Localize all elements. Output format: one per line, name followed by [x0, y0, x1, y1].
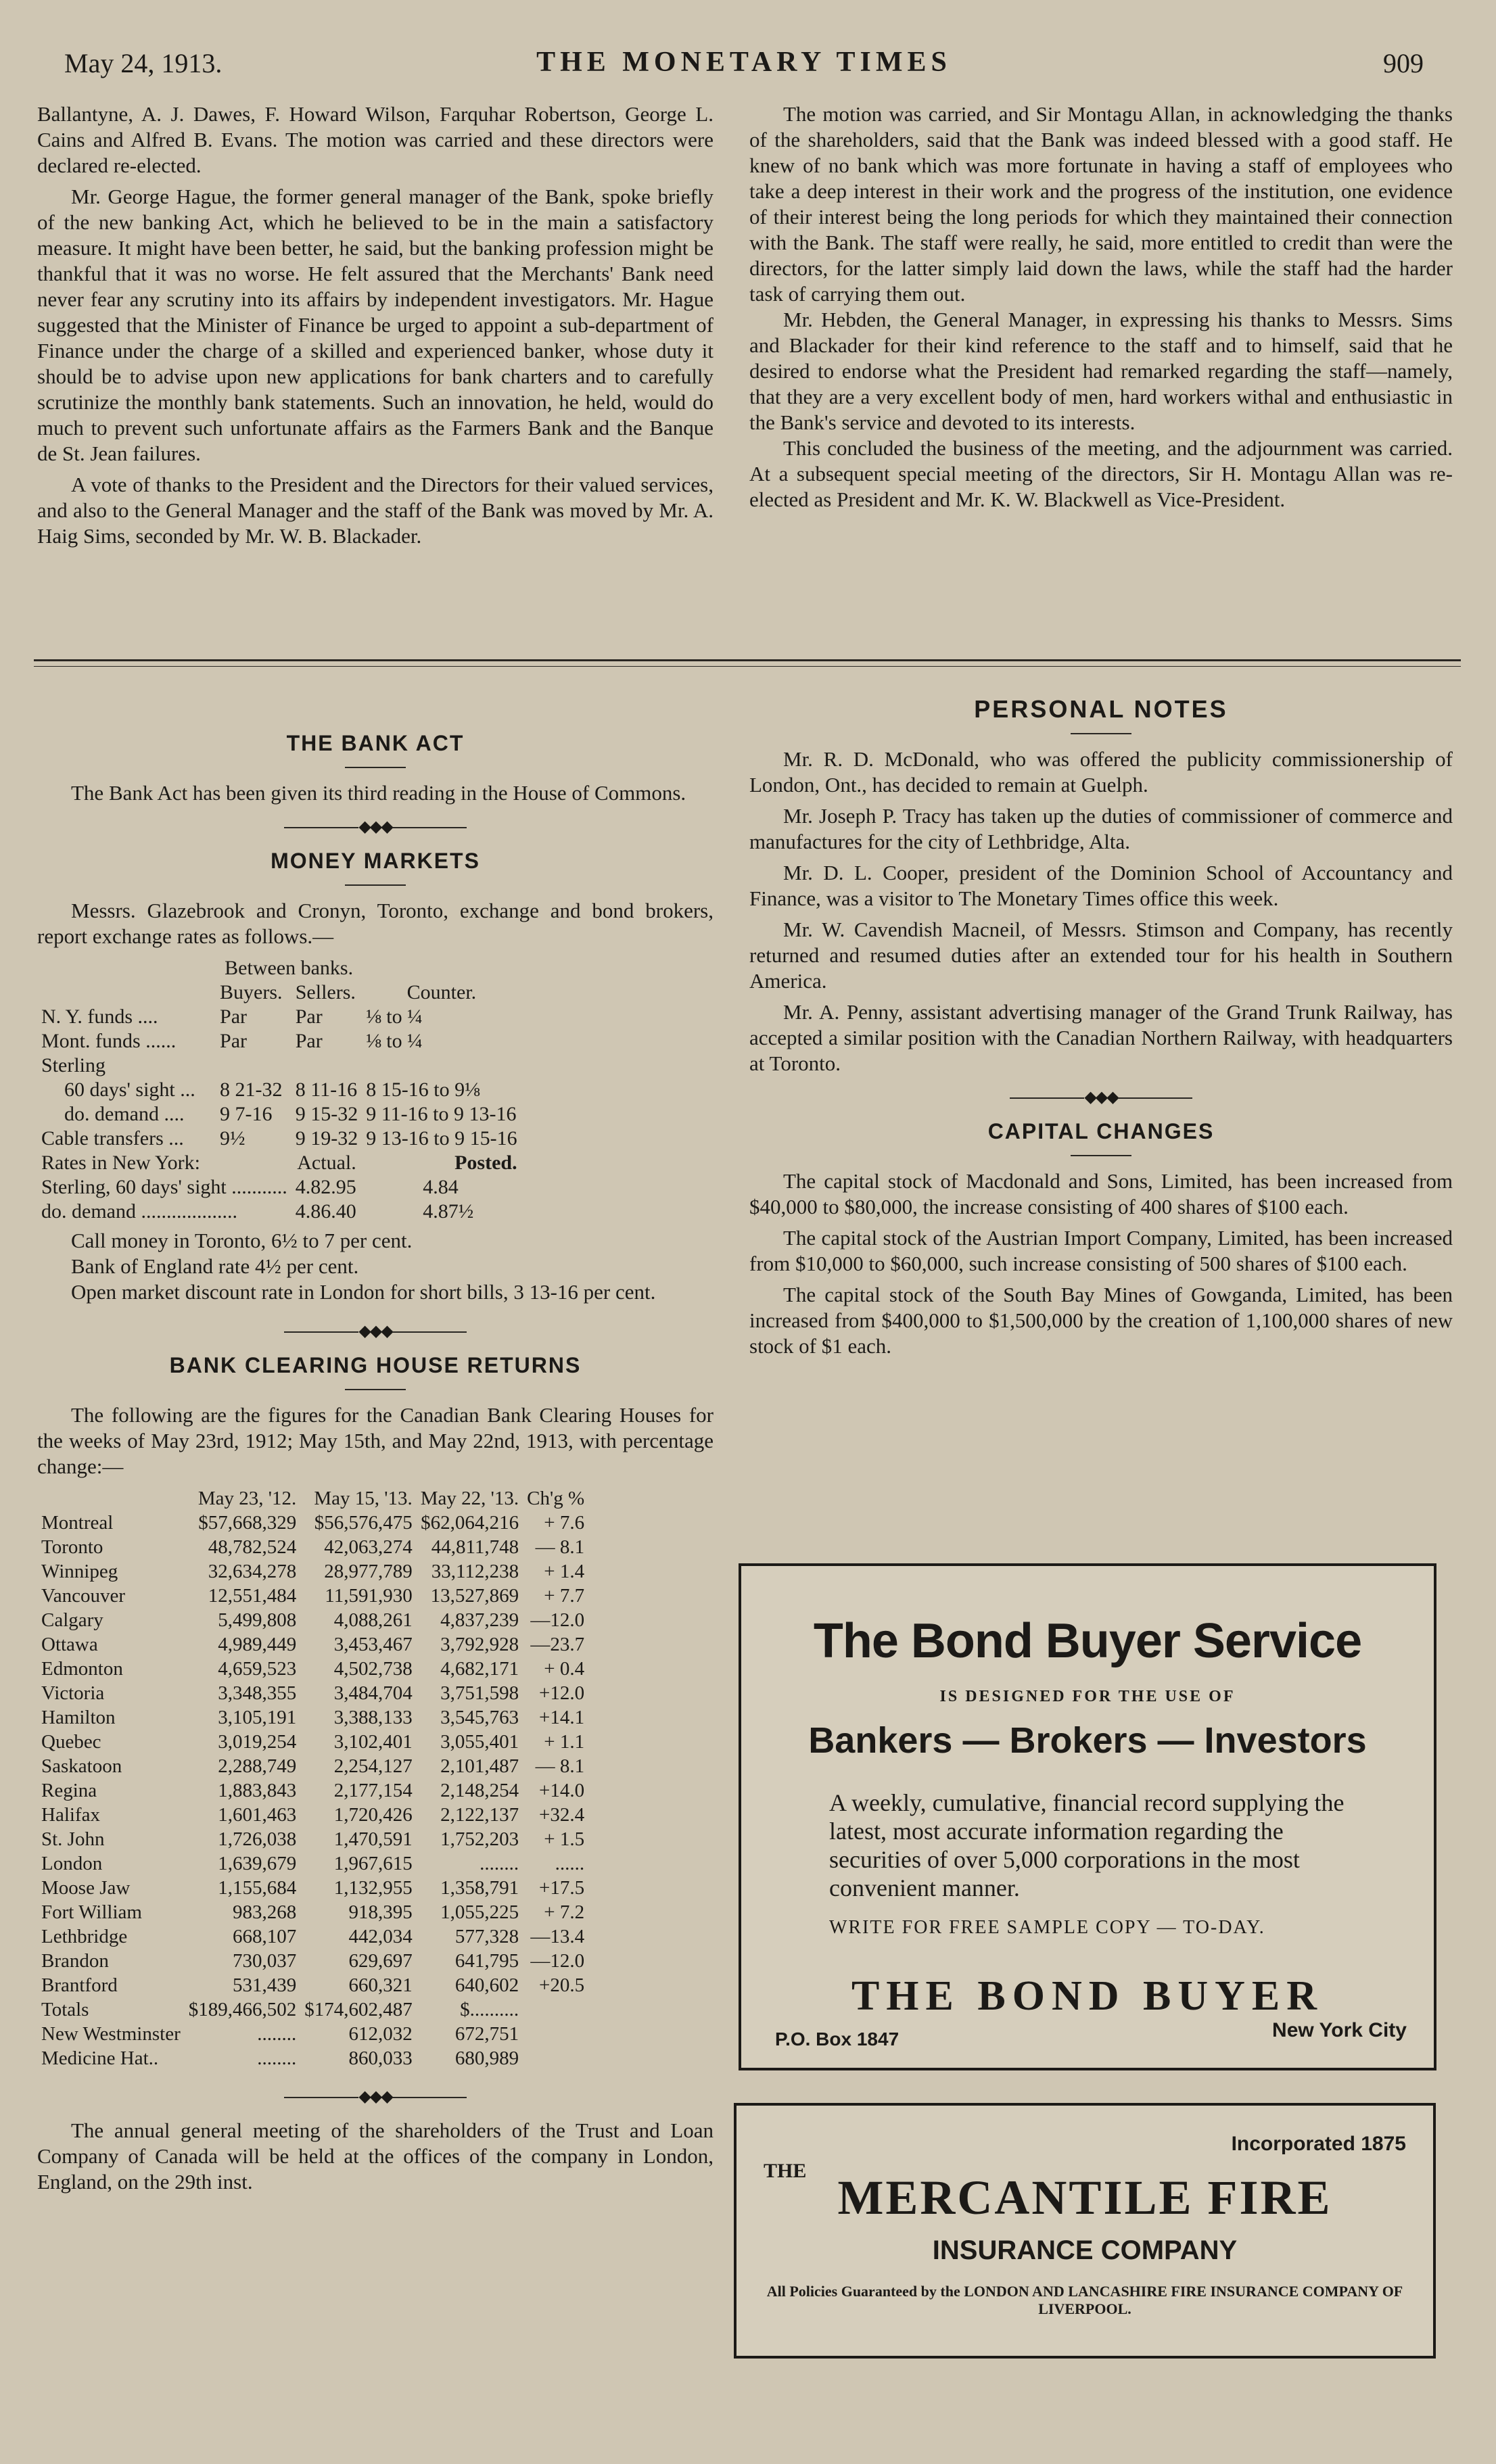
table-row: Ottawa 4,989,449 3,453,467 3,792,928 —23.7 — [41, 1634, 585, 1655]
paragraph: Mr. Hebden, the General Manager, in expressing his thanks to Messrs. Sims and Blackader for their kind reference to the staff and to himself, said that he desired to endorse what the President had remarked regarding the staff—namely, that they are a very excellent body of men, hard workers withal and enthusiastic in the Bank's service and devoted to its interests. — [749, 308, 1453, 434]
page-header — [64, 47, 1424, 88]
ad-audience: Bankers — Brokers — Investors — [808, 1720, 1367, 1761]
ad-body: A weekly, cumulative, financial record supplying the latest, most accurate information regarding the securities of over 5,000 corporations in the most convenient manner. — [829, 1789, 1345, 1901]
table-row: Medicine Hat.. ........ 860,033 680,989 — [41, 2047, 519, 2069]
personal-note: Mr. W. Cavendish Macneil, of Messrs. Stimson and Company, has recently returned and resumed duties after an extended tour for his health in Southern America. — [749, 918, 1453, 993]
column-group-header: Between banks. — [225, 957, 354, 979]
paragraph: The annual general meeting of the shareholders of the Trust and Loan Company of Canada will be held at the offices of the company in London, England, on the 29th inst. — [37, 2118, 714, 2194]
table-row: Vancouver 12,551,484 11,591,930 13,527,869 + 7.7 — [41, 1585, 585, 1607]
table-row: Moose Jaw 1,155,684 1,132,955 1,358,791 +17.5 — [41, 1877, 585, 1899]
column-header: Actual. — [297, 1152, 356, 1174]
ad-company-name: MERCANTILE FIRE — [837, 2171, 1332, 2225]
personal-note: Mr. Joseph P. Tracy has taken up the duties of commissioner of commerce and manufactures for the city of Lethbridge, Alta. — [749, 804, 1453, 853]
table-row: London 1,639,679 1,967,615 ........ ...... — [41, 1853, 585, 1874]
heading-rule — [345, 884, 406, 886]
column-header: Buyers. — [220, 981, 283, 1003]
ad-company-name: THE BOND BUYER — [851, 1973, 1324, 2019]
meeting-report-left — [37, 101, 714, 549]
table-row: Hamilton 3,105,191 3,388,133 3,545,763 +14.1 — [41, 1707, 585, 1728]
table-row: Lethbridge 668,107 442,034 577,328 —13.4 — [41, 1926, 585, 1947]
table-row: Victoria 3,348,355 3,484,704 3,751,598 +12.0 — [41, 1682, 585, 1704]
row-label: Rates in New York: — [41, 1152, 201, 1174]
table-row: Mont. funds ...... Par Par ⅛ to ¼ — [41, 1030, 423, 1052]
ornament-divider: ◆◆◆ — [37, 1319, 714, 1344]
clearing-returns-table — [37, 1486, 588, 2070]
ornament-divider: ◆◆◆ — [37, 2084, 714, 2110]
paragraph: A vote of thanks to the President and the Directors for their valued services, and also to the General Manager and the staff of the Bank was moved by Mr. A. Haig Sims, seconded by Mr. W. B. Blackader. — [37, 473, 714, 548]
issue-date: May 24, 1913. — [64, 48, 223, 78]
meeting-report-right — [749, 101, 1453, 513]
ad-incorporated: Incorporated 1875 — [1231, 2133, 1406, 2155]
table-row: Toronto 48,782,524 42,063,274 44,811,748 — 8.1 — [41, 1536, 585, 1558]
table-row: Edmonton 4,659,523 4,502,738 4,682,171 + 0.4 — [41, 1658, 585, 1680]
section-heading: BANK CLEARING HOUSE RETURNS — [169, 1353, 582, 1377]
paragraph: The motion was carried, and Sir Montagu Allan, in acknowledging the thanks of the shareholders, said that the Bank was indeed blessed with a good staff. He knew of no bank which was more fortunate in having a staff of employees who take a deep interest in their work and the progress of the institution, one evidence of their interest being the long periods for which they maintained their connection with the Bank. The staff were really, he said, more entitled to credit than were the directors, for the latter simply laid down the laws, while the staff had the harder task of carrying them out. — [749, 102, 1453, 306]
table-row: Halifax 1,601,463 1,720,426 2,122,137 +32.4 — [41, 1804, 585, 1826]
exchange-rates-table — [37, 956, 521, 1224]
section-heading: MONEY MARKETS — [271, 849, 480, 873]
table-row: Brandon 730,037 629,697 641,795 —12.0 — [41, 1950, 585, 1972]
table-row: Fort William 983,268 918,395 1,055,225 + 7.2 — [41, 1901, 585, 1923]
capital-change-item: The capital stock of Macdonald and Sons, Limited, has been increased from $40,000 to $80,000, the increase consisting of 400 shares of $100 each. — [749, 1169, 1453, 1218]
capital-change-item: The capital stock of the Austrian Import Company, Limited, has been increased from $10,000 to $60,000, such increase consisting of 500 shares of $100 each. — [749, 1226, 1453, 1275]
section-heading: CAPITAL CHANGES — [987, 1119, 1215, 1143]
paragraph: This concluded the business of the meeting, and the adjournment was carried. At a subsequent special meeting of the directors, Sir H. Montagu Allan was re-elected as President and Mr. K. W. Blackwell as Vice-President. — [749, 436, 1453, 511]
paragraph: Call money in Toronto, 6½ to 7 per cent. — [71, 1229, 413, 1252]
column-header: Ch'g % — [527, 1488, 585, 1509]
column-header: Posted. — [454, 1152, 517, 1174]
table-row: Sterling, 60 days' sight ........... 4.82.95 4.84 — [41, 1176, 459, 1198]
section-divider — [34, 666, 1461, 667]
personal-note: Mr. R. D. McDonald, who was offered the publicity commissionership of London, Ont., has decided to remain at Guelph. — [749, 747, 1453, 797]
mercantile-fire-advertisement — [734, 2103, 1436, 2359]
table-row: Calgary 5,499,808 4,088,261 4,837,239 —12.0 — [41, 1609, 585, 1631]
table-row: 60 days' sight ... 8 21-32 8 11-16 8 15-16 to 9⅛ — [64, 1079, 480, 1101]
masthead-title: THE MONETARY TIMES — [536, 47, 952, 78]
column-header: May 15, '13. — [314, 1488, 413, 1509]
table-row: Regina 1,883,843 2,177,154 2,148,254 +14.0 — [41, 1780, 585, 1801]
table-row: Montreal $57,668,329 $56,576,475 $62,064,216 + 7.6 — [41, 1512, 585, 1534]
table-row: Cable transfers ... 9½ 9 19-32 9 13-16 to 9 15-16 — [41, 1127, 517, 1150]
paragraph: Open market discount rate in London for short bills, 3 13-16 per cent. — [71, 1280, 656, 1304]
column-header: May 23, '12. — [197, 1488, 297, 1509]
table-row: St. John 1,726,038 1,470,591 1,752,203 + 1.5 — [41, 1828, 585, 1850]
table-row: Quebec 3,019,254 3,102,401 3,055,401 + 1.1 — [41, 1731, 585, 1753]
ad-po-box: P.O. Box 1847 — [775, 2029, 899, 2050]
paragraph: Mr. George Hague, the former general manager of the Bank, spoke briefly of the new banking Act, which he believed to be in the main a satisfactory measure. It might have been better, he said, but the banking profession might be thankful that it was no worse. He felt assured that the Merchants' Bank need never fear any scrutiny into its affairs by independent investigators. Mr. Hague suggested that the Minister of Finance be urged to appoint a sub-department of Finance under the charge of a skilled and experienced banker, whose duty it should be to advise upon new applications for bank charters and to carefully scrutinize the monthly bank statements. Such an innovation, he held, would do much to prevent such unfortunate affairs as the Farmers Bank and the Banque de St. Jean failures. — [37, 185, 714, 465]
table-row: do. demand .... 9 7-16 9 15-32 9 11-16 to 9 13-16 — [64, 1103, 517, 1125]
section-divider — [34, 659, 1461, 661]
paragraph: The following are the figures for the Canadian Bank Clearing Houses for the weeks of May 23rd, 1912; May 15th, and May 22nd, 1913, with percentage change:— — [37, 1403, 714, 1478]
ad-subtitle: INSURANCE COMPANY — [932, 2235, 1238, 2265]
table-row: Brantford 531,439 660,321 640,602 +20.5 — [41, 1974, 585, 1996]
personal-note: Mr. A. Penny, assistant advertising manager of the Grand Trunk Railway, has accepted a similar position with the Canadian Northern Railway, with headquarters at Toronto. — [749, 1000, 1453, 1075]
paragraph: Bank of England rate 4½ per cent. — [71, 1254, 359, 1278]
heading-rule — [1071, 733, 1131, 734]
ornament-divider: ◆◆◆ — [37, 814, 714, 840]
section-heading: THE BANK ACT — [286, 731, 465, 755]
heading-rule — [345, 767, 406, 768]
table-row: Winnipeg 32,634,278 28,977,789 33,112,238 + 1.4 — [41, 1561, 585, 1582]
column-header: May 22, '13. — [420, 1488, 519, 1509]
paragraph: The Bank Act has been given its third reading in the House of Commons. — [71, 781, 686, 805]
ad-article: THE — [764, 2160, 807, 2182]
bond-buyer-advertisement — [739, 1563, 1436, 2070]
paragraph: Messrs. Glazebrook and Cronyn, Toronto, exchange and bond brokers, report exchange rates as follows.— — [37, 899, 714, 948]
totals-row: Totals $189,466,502 $174,602,487 $.......... — [41, 1999, 519, 2020]
ad-title: The Bond Buyer Service — [813, 1614, 1362, 1668]
section-heading: PERSONAL NOTES — [974, 695, 1228, 723]
ad-guarantee: All Policies Guaranteed by the LONDON AND LANCASHIRE FIRE INSURANCE COMPANY OF LIVERPOOL. — [766, 2283, 1403, 2317]
heading-rule — [1071, 1155, 1131, 1156]
paragraph: Ballantyne, A. J. Dawes, F. Howard Wilson, Farquhar Robertson, George L. Cains and Alfred B. Evans. The motion was carried and these directors were declared re-elected. — [37, 102, 714, 177]
ad-call-to-action: WRITE FOR FREE SAMPLE COPY — TO-DAY. — [829, 1917, 1265, 1938]
ad-city: New York City — [1272, 2019, 1407, 2041]
personal-note: Mr. D. L. Cooper, president of the Dominion School of Accountancy and Finance, was a visitor to The Monetary Times office this week. — [749, 861, 1453, 910]
page-number: 909 — [1383, 48, 1424, 78]
table-row: Sterling — [41, 1054, 106, 1076]
table-row: N. Y. funds .... Par Par ⅛ to ¼ — [41, 1005, 423, 1028]
ad-subtitle: IS DESIGNED FOR THE USE OF — [939, 1688, 1236, 1705]
table-row: New Westminster ........ 612,032 672,751 — [41, 2023, 519, 2045]
column-header: Sellers. — [295, 981, 356, 1003]
right-column-lower — [749, 696, 1453, 1359]
capital-change-item: The capital stock of the South Bay Mines of Gowganda, Limited, has been increased from $400,000 to $1,500,000 by the creation of 1,100,000 shares of new stock of $1 each. — [749, 1283, 1453, 1358]
table-row: do. demand ................... 4.86.40 4.87½ — [41, 1200, 474, 1223]
ornament-divider: ◆◆◆ — [749, 1085, 1453, 1110]
table-row: Saskatoon 2,288,749 2,254,127 2,101,487 — 8.1 — [41, 1755, 585, 1777]
left-column-lower — [37, 730, 714, 2195]
column-header: Counter. — [406, 981, 477, 1003]
heading-rule — [345, 1389, 406, 1390]
